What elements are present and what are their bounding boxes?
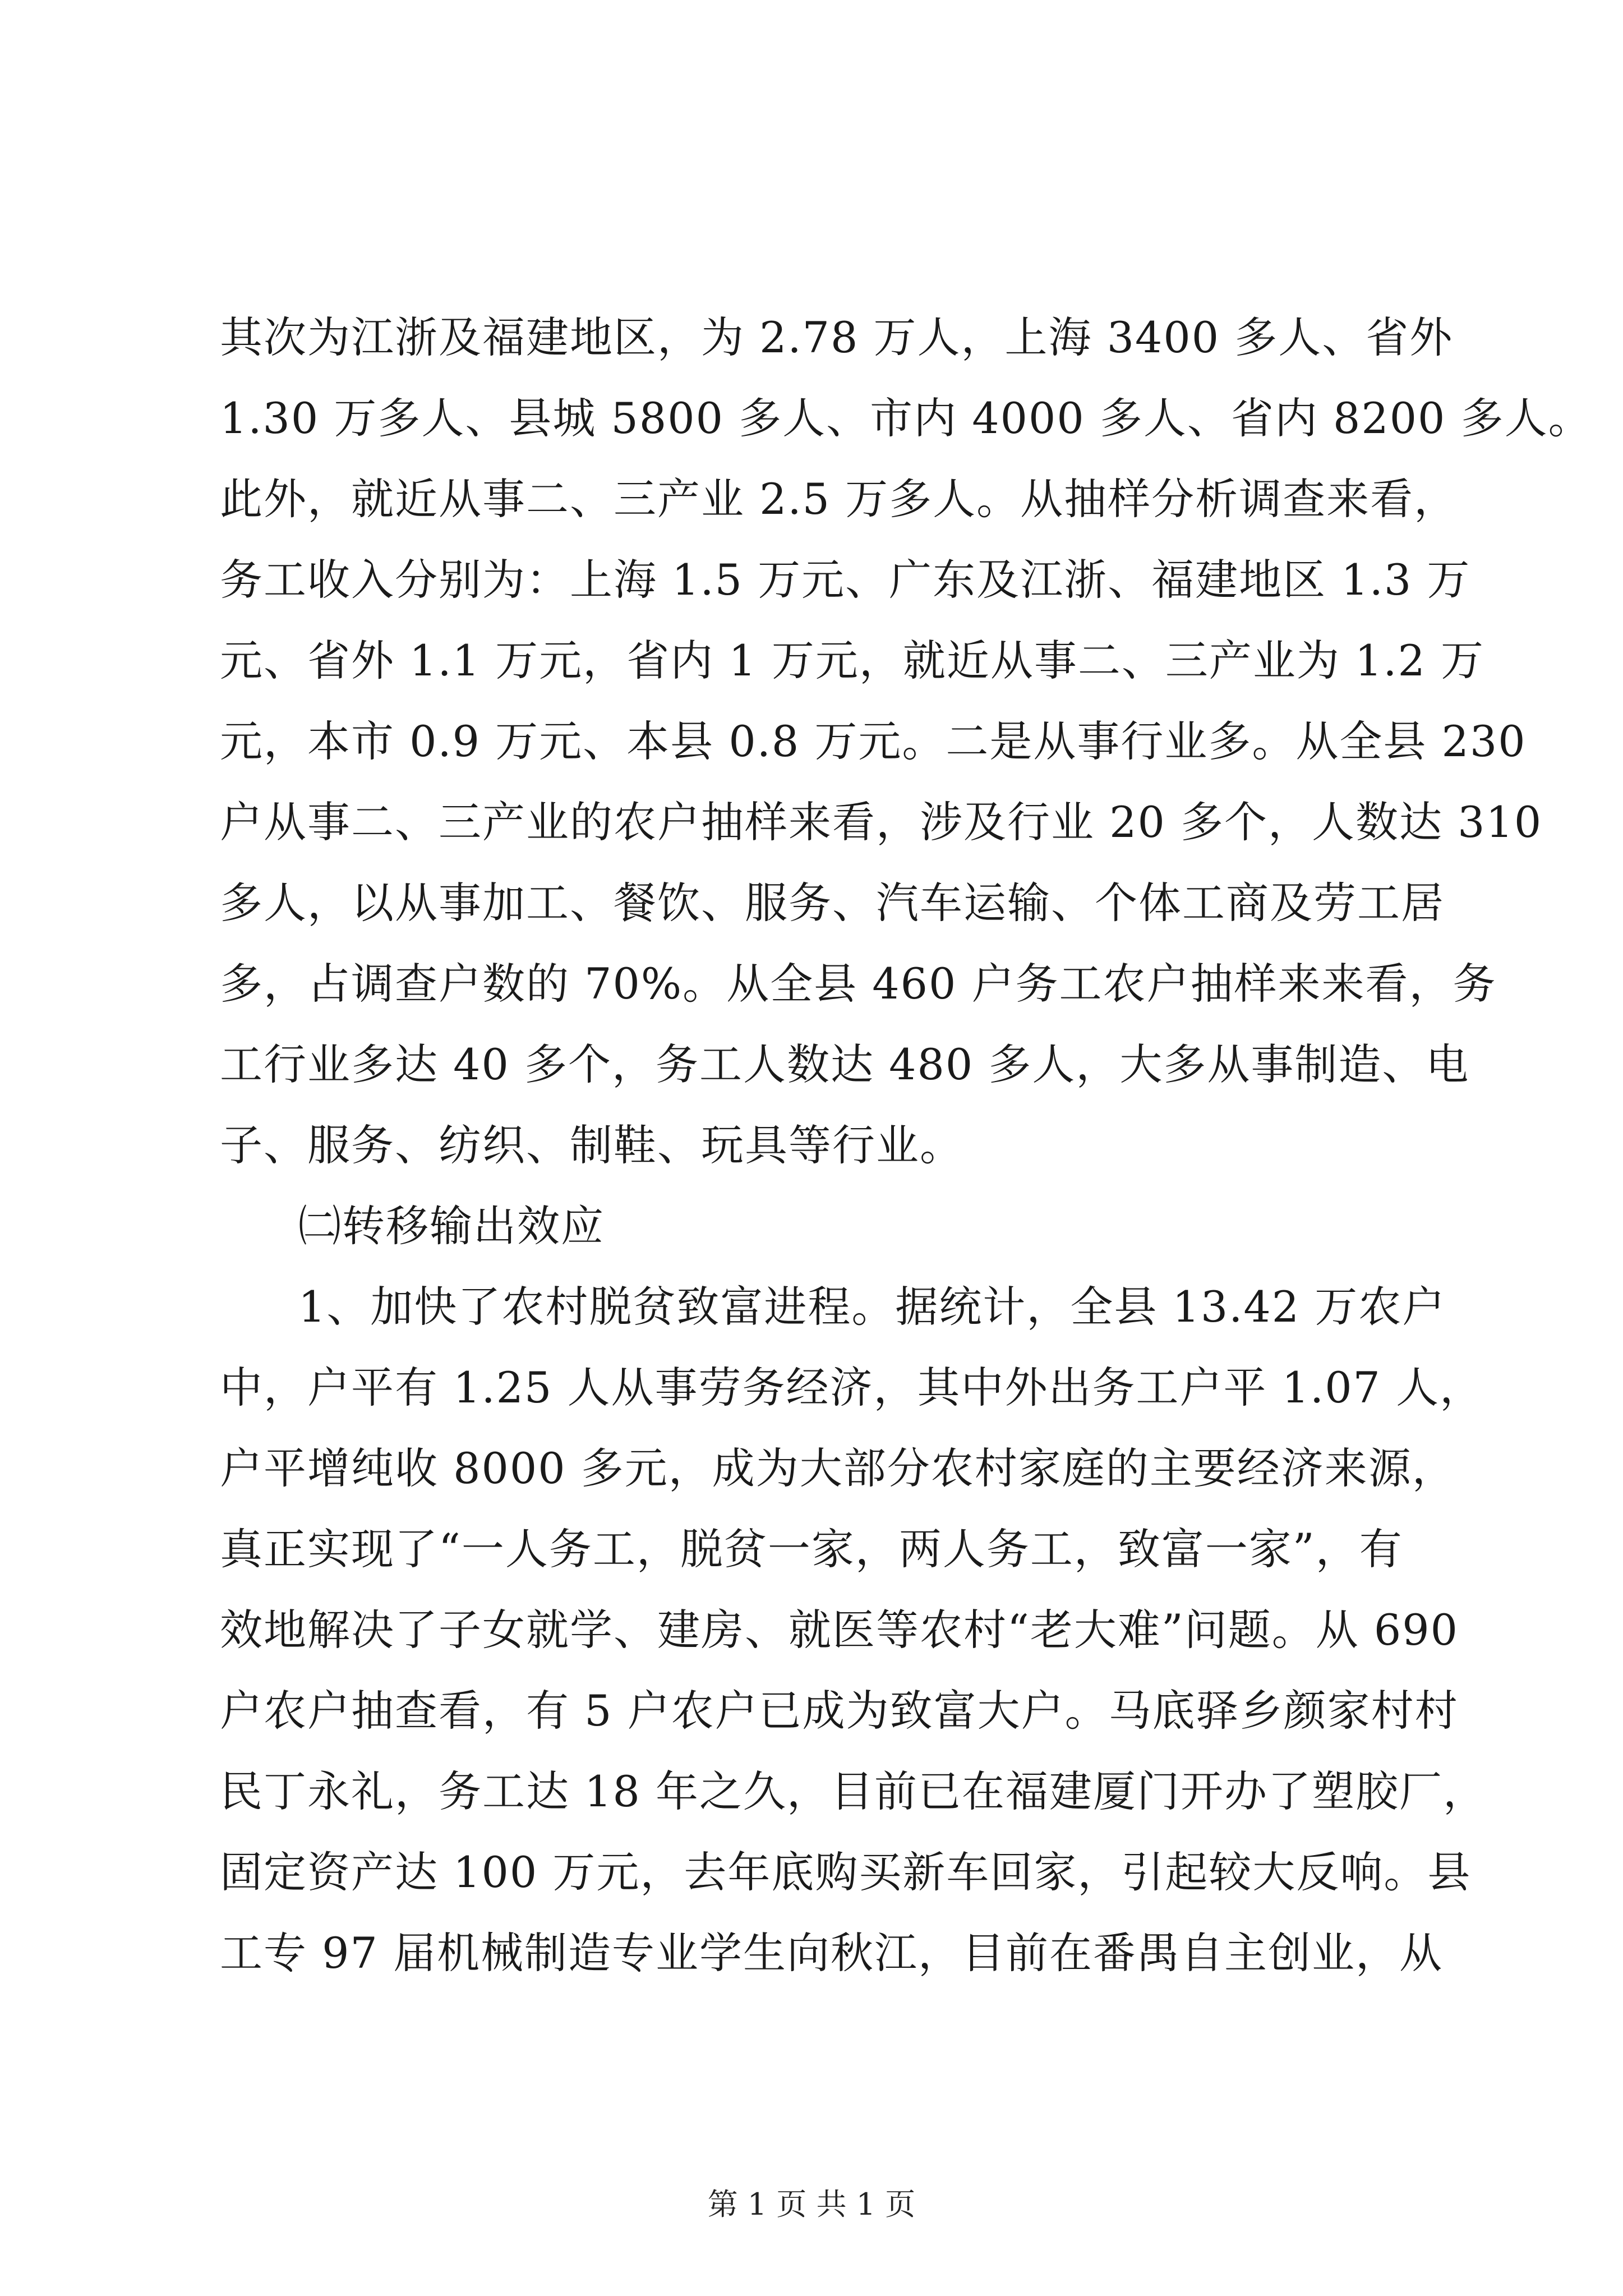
paragraph-line: 元、省外 1.1 万元，省内 1 万元，就近从事二、三产业为 1.2 万 <box>220 636 1485 685</box>
paragraph-line: 多人，以从事加工、餐饮、服务、汽车运输、个体工商及劳工居 <box>220 878 1445 928</box>
paragraph-line: 户平增纯收 8000 多元，成为大部分农村家庭的主要经济来源， <box>220 1443 1456 1493</box>
paragraph-line: 此外，就近从事二、三产业 2.5 万多人。从抽样分析调查来看， <box>220 474 1458 524</box>
paragraph-line: 效地解决了子女就学、建房、就医等农村“老大难”问题。从 690 <box>220 1605 1459 1655</box>
paragraph-line: 工行业多达 40 多个，务工人数达 480 多人，大多从事制造、电 <box>220 1039 1470 1089</box>
paragraph-line: 子、服务、纺织、制鞋、玩具等行业。 <box>220 1120 963 1170</box>
paragraph-line: 固定资产达 100 万元，去年底购买新车回家，引起较大反响。县 <box>220 1847 1472 1897</box>
paragraph-line: 真正实现了“一人务工，脱贫一家，两人务工，致富一家”，有 <box>220 1524 1403 1574</box>
paragraph-line: 户从事二、三产业的农户抽样来看，涉及行业 20 多个，人数达 310 <box>220 797 1543 847</box>
page-footer: 第 1 页 共 1 页 <box>707 2187 916 2222</box>
paragraph-line: 工专 97 届机械制造专业学生向秋江，目前在番禺自主创业，从 <box>220 1928 1444 1978</box>
paragraph-line: 户农户抽查看，有 5 户农户已成为致富大户。马底驿乡颜家村村 <box>220 1686 1459 1736</box>
paragraph-line: 务工收入分别为：上海 1.5 万元、广东及江浙、福建地区 1.3 万 <box>220 555 1471 605</box>
paragraph-line: 其次为江浙及福建地区，为 2.78 万人，上海 3400 多人、省外 <box>220 312 1454 362</box>
section-heading: ㈡转移输出效应 <box>298 1201 605 1251</box>
paragraph-line: 1.30 万多人、县城 5800 多人、市内 4000 多人、省内 8200 多人。 <box>220 393 1592 443</box>
paragraph-line: 元，本市 0.9 万元、本县 0.8 万元。二是从事行业多。从全县 230 <box>220 716 1527 766</box>
paragraph-line: 中，户平有 1.25 人从事劳务经济，其中外出务工户平 1.07 人， <box>220 1363 1484 1412</box>
body-text <box>220 297 1592 1994</box>
paragraph-line: 多，占调查户数的 70%。从全县 460 户务工农户抽样来来看，务 <box>220 959 1497 1009</box>
paragraph-line: 1、加快了农村脱贫致富进程。据统计，全县 13.42 万农户 <box>298 1282 1446 1332</box>
paragraph-line: 民丁永礼，务工达 18 年之久，目前已在福建厦门开办了塑胶厂， <box>220 1766 1487 1816</box>
